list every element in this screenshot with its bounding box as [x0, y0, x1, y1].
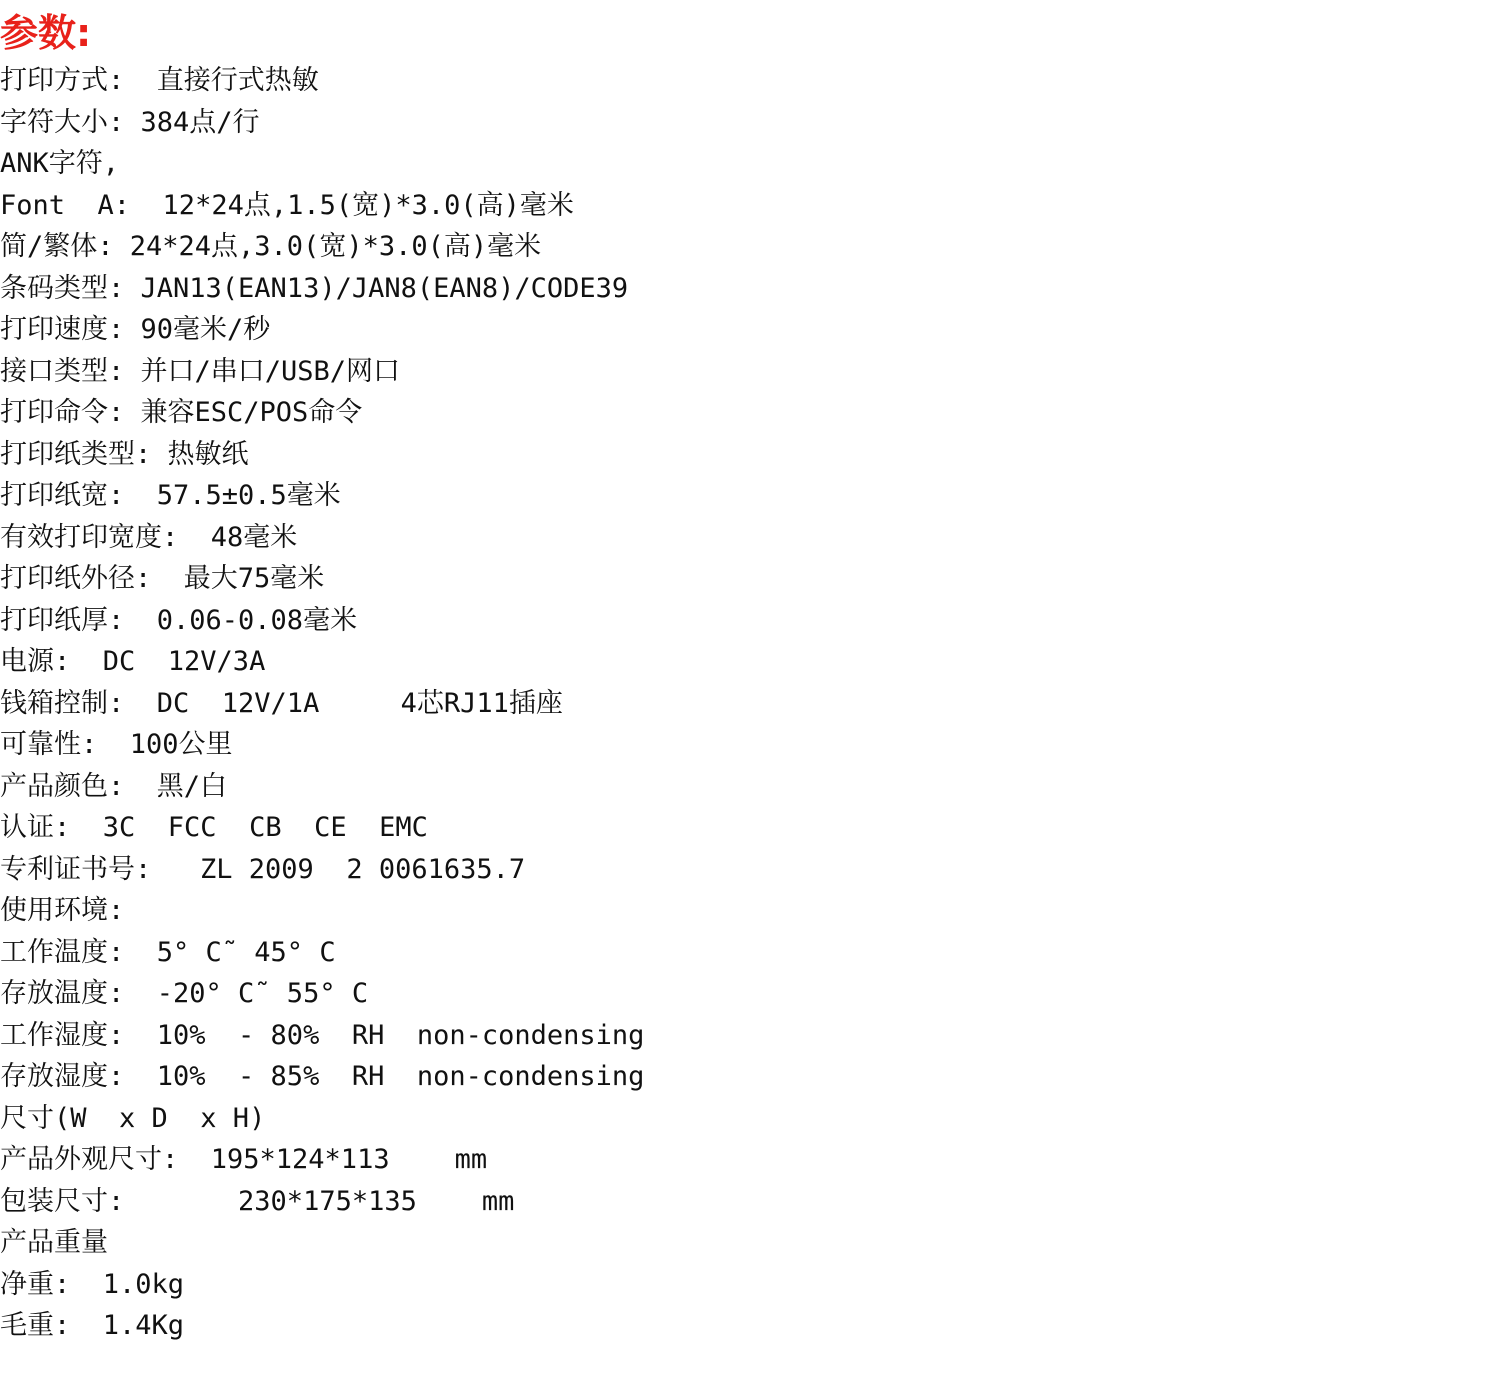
spec-line: 打印速度: 90毫米/秒	[0, 314, 271, 345]
spec-line: 有效打印宽度: 48毫米	[0, 521, 298, 553]
spec-line: 电源: DC 12V/3A	[0, 646, 266, 677]
spec-line: 使用环境:	[0, 895, 125, 926]
spec-line: 简/繁体: 24*24点,3.0(宽)*3.0(高)毫米	[0, 231, 542, 262]
spec-line: 尺寸(W x D x H)	[0, 1102, 266, 1134]
spec-line: 产品颜色: 黑/白	[0, 770, 228, 802]
spec-line: 工作温度: 5° C˜ 45° C	[0, 936, 336, 968]
spec-line: 包装尺寸: 230*175*135 mm	[0, 1185, 515, 1217]
spec-line: 打印纸类型: 热敏纸	[0, 438, 249, 470]
spec-line: 净重: 1.0kg	[0, 1268, 185, 1300]
spec-line: 认证: 3C FCC CB CE EMC	[0, 812, 428, 843]
spec-line: 产品外观尺寸: 195*124*113 mm	[0, 1144, 488, 1175]
spec-line: 打印命令: 兼容ESC/POS命令	[0, 397, 363, 428]
spec-line: 接口类型: 并口/串口/USB/网口	[0, 355, 401, 387]
spec-line: 毛重: 1.4Kg	[0, 1310, 185, 1341]
spec-line: 可靠性: 100公里	[0, 729, 233, 760]
spec-line: 打印纸外径: 最大75毫米	[0, 563, 325, 594]
spec-line: Font A: 12*24点,1.5(宽)*3.0(高)毫米	[0, 189, 574, 221]
spec-line: 工作湿度: 10% - 80% RH non-condensing	[0, 1019, 645, 1051]
spec-line: 存放湿度: 10% - 85% RH non-condensing	[0, 1061, 645, 1092]
spec-line: 打印纸厚: 0.06-0.08毫米	[0, 604, 358, 636]
spec-line: 产品重量	[0, 1227, 108, 1258]
spec-line: 钱箱控制: DC 12V/1A 4芯RJ11插座	[0, 687, 563, 719]
spec-line: ANK字符,	[0, 148, 120, 179]
page-title: 参数:	[0, 11, 92, 55]
spec-line: 条码类型: JAN13(EAN13)/JAN8(EAN8)/CODE39	[0, 272, 629, 304]
spec-line: 打印纸宽: 57.5±0.5毫米	[0, 480, 341, 511]
spec-line: 打印方式: 直接行式热敏	[0, 65, 319, 96]
spec-line: 字符大小: 384点/行	[0, 106, 260, 138]
spec-line: 专利证书号: ZL 2009 2 0061635.7	[0, 853, 526, 885]
spec-list	[0, 60, 1500, 1347]
spec-line: 存放温度: -20° C˜ 55° C	[0, 978, 369, 1009]
